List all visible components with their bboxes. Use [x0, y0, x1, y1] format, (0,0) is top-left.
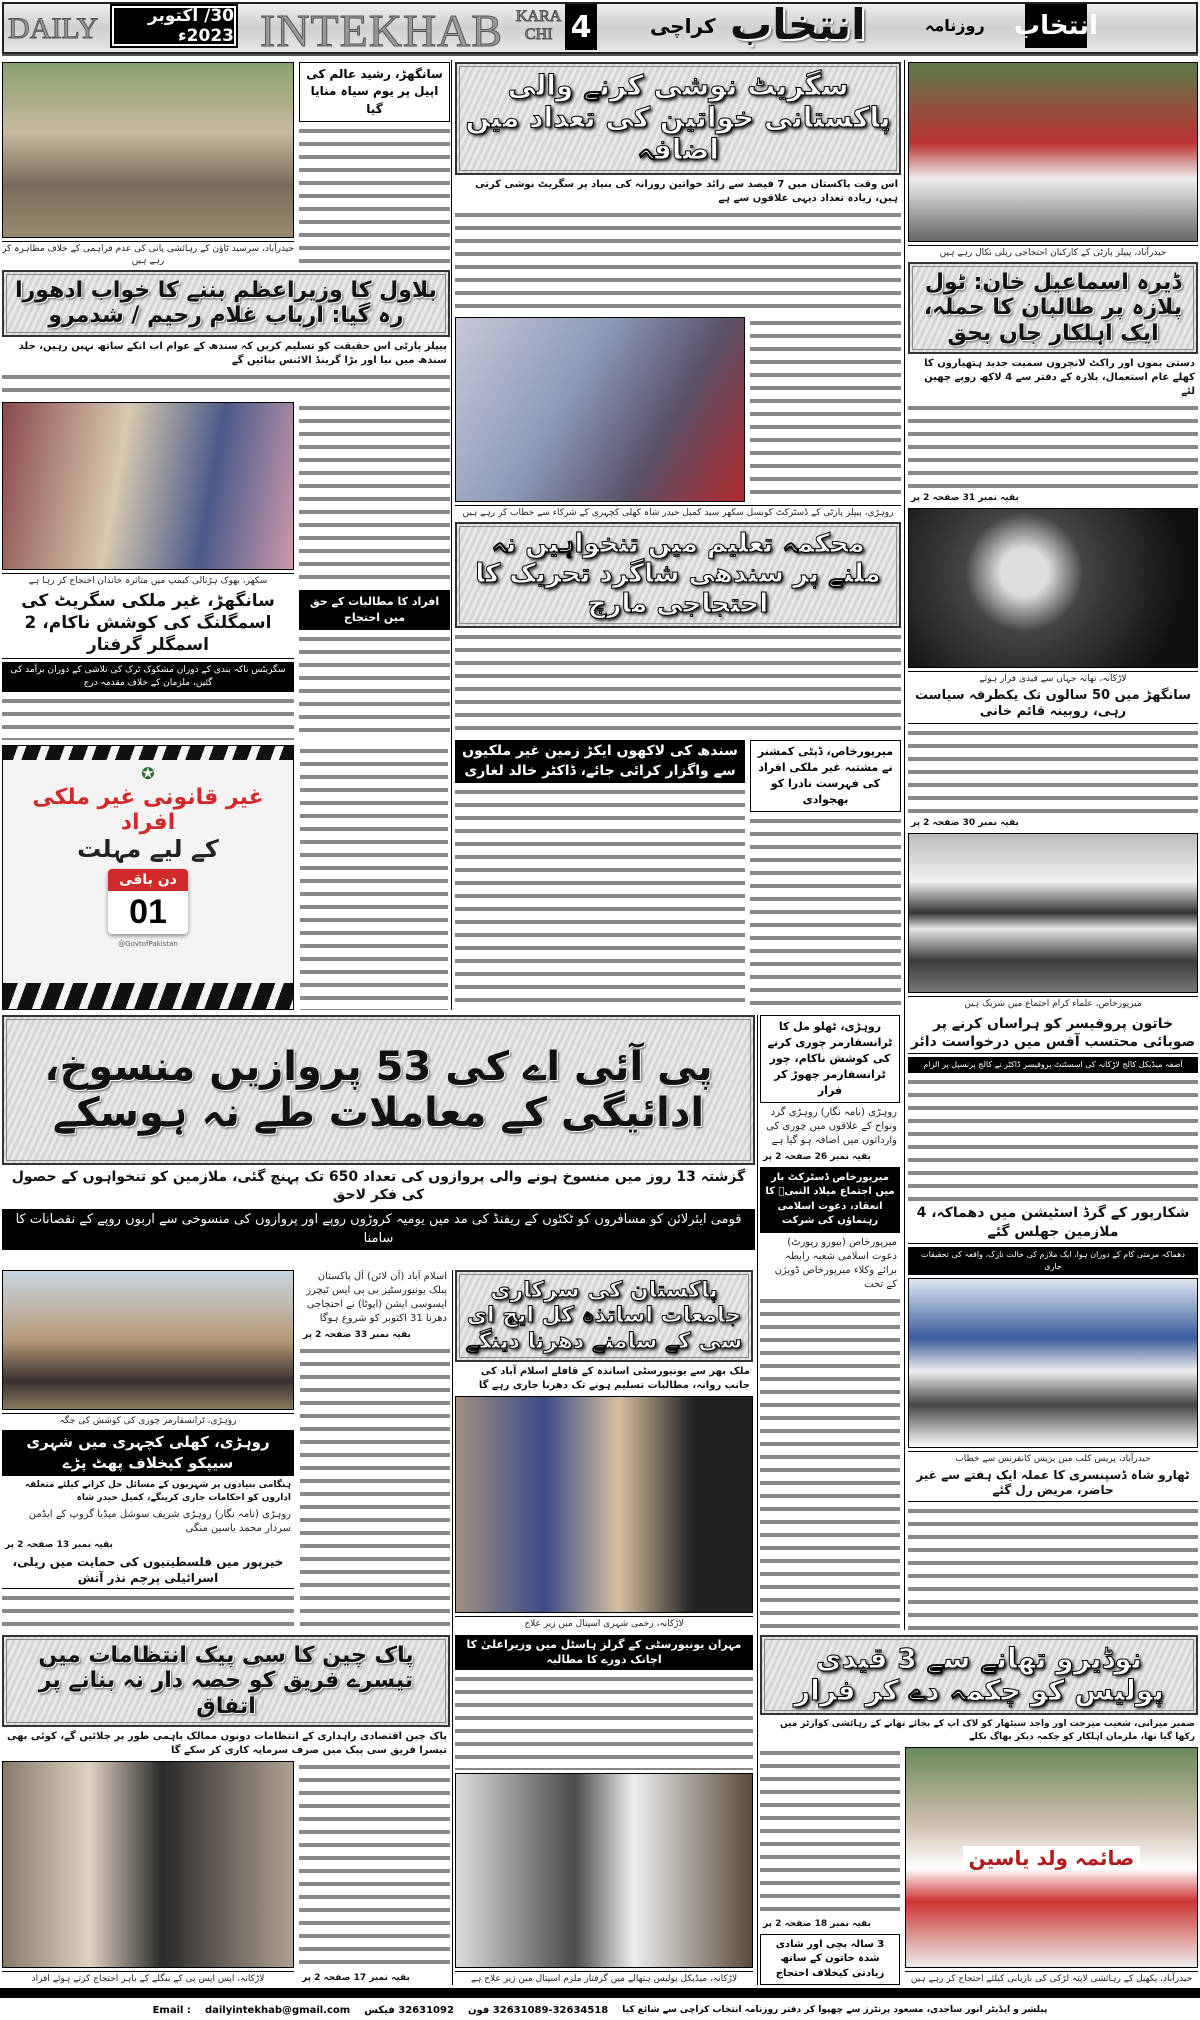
headline-dera: ڈیرہ اسماعیل خان: ٹول پلازہ پر طالبان کا حملہ، ایک اہلکار جاں بحق	[908, 262, 1198, 354]
footer-fax: 32631092 فیکس	[364, 2004, 454, 2016]
headline-sindh-land: سندھ کی لاکھوں ایکڑ زمین غیر ملکیوں سے واگزار کرائی جائے، ڈاکٹر خالد لغاری	[455, 740, 745, 783]
footer-publisher: پبلشر و ایڈیٹر انور ساجدی، مسعود پرنٹرز سے چھپوا کر دفتر روزنامہ انتخاب کراچی سے شائع کیا	[622, 2005, 1048, 2015]
article-khairpur-palestine	[2, 1592, 294, 1630]
masthead-urdu-name: انتخاب	[730, 0, 866, 49]
article-mehran	[455, 1673, 753, 1770]
footer	[5, 2002, 1195, 2018]
article-mirpurkhas-dc	[750, 815, 901, 1010]
deck-sanghar-smuggling: سگریٹس ناکہ بندی کے دوران مشکوک ٹرک کی تلاشی کے دوران برآمد کی گئیں، ملزمان کے خلاف مقدمہ درج	[2, 662, 294, 692]
row-low-left	[2, 590, 450, 740]
article-sanghar-50	[908, 727, 1198, 814]
col-a	[2, 590, 294, 740]
row-bottom-left	[2, 1761, 450, 1985]
deck-cpec: پاک چین اقتصادی راہداری کے انتظامات دونوں ممالک باہمی طور پر چلائیں گے، کوئی بھی تیسرا فریق سی پیک میں صرف سرمایہ کاری کر سکے گا	[6, 1730, 447, 1756]
headline-cpec: پاک چین کا سی پیک انتظامات میں تیسرے فریق کو حصہ دار نہ بنانے پر اتفاق	[2, 1635, 450, 1727]
continued-31: بقیہ نمبر 31 صفحہ 2 پر	[911, 492, 1019, 503]
article-col-b3	[299, 633, 450, 740]
photo-transformer	[2, 1270, 294, 1410]
article-milad-more	[760, 1295, 900, 1630]
continued-13: بقیہ نمبر 13 صفحہ 2 پر	[5, 1540, 113, 1550]
continued-26: بقیہ نمبر 26 صفحہ 2 پر	[763, 1151, 871, 1162]
row-center-low	[455, 740, 901, 1010]
column-rule	[757, 1015, 758, 1985]
headline-sanghar-protest: افراد کا مطالبات کے حق میں احتجاج	[299, 590, 450, 630]
headline-hec: پاکستان کی سرکاری جامعات اساتذہ کل ایچ ای سی کے سامنے دھرنا دینگے	[455, 1270, 753, 1362]
footer-phones: 32631089-32634518 فون	[467, 2004, 609, 2016]
headline-rohri-kachehri: روہڑی، کھلی کچہری میں شہری سیپکو کیخلاف پھٹ پڑے	[2, 1430, 294, 1476]
headline-mehran: مہران یونیورسٹی کے گرلز ہاسٹل میں وزیراعلیٰ کا اچانک دورے کا مطالبہ	[455, 1635, 753, 1670]
masthead-logo: انتخاب	[1025, 4, 1087, 48]
article-students-sit: بقیہ نمبر 18 صفحہ 2 پر	[763, 1918, 871, 1929]
city-en-2: CHI	[524, 26, 553, 43]
caption-bottom-left: لاڑکانہ، ایس ایس پی کے بنگلے کے باہر احتجاج کرتے ہوئے افراد	[2, 1971, 294, 1985]
bottom-right	[760, 1635, 1198, 1985]
photo-hunger-strike	[2, 402, 294, 570]
col-students	[760, 1747, 900, 1985]
photo-bottom-center	[455, 1773, 753, 1968]
ad-stripe-top	[3, 746, 293, 760]
deck-pia-1: گزشتہ 13 روز میں منسوخ ہونے والی پروازوں کی تعداد 650 تک پہنچ گئی، ملازمین کو تنخواہوں کے حصول کی فکر لاحق	[11, 1169, 746, 1204]
headline-sanghar-smuggling: سانگھڑ، غیر ملکی سگریٹ کی اسمگلنگ کی کوشش ناکام، 2 اسمگلر گرفتار	[2, 590, 294, 659]
column-rule	[451, 60, 452, 1010]
col-mirpurkhas-dc	[750, 740, 901, 1010]
article-col-b-bottom: بقیہ نمبر 17 صفحہ 2 پر	[302, 1973, 410, 1983]
calendar-icon	[108, 869, 188, 934]
deck-bilawal: پیپلز پارٹی اس حقیقت کو تسلیم کریں کہ سندھ کے عوام اب انکے ساتھ نہیں رہیں، جلد سندھ میں نیا اور بڑا گرینڈ الائنس بنائیں گے	[18, 340, 447, 366]
col-b	[299, 62, 450, 267]
col-a	[2, 1761, 294, 1985]
caption-gate: لاڑکانہ، تھانہ جہاں سے قیدی فرار ہوئے	[908, 671, 1198, 685]
caption-top-left: حیدرآباد، سرسید ٹاؤن کے رہائشی پانی کی عدم فراہمی کے خلاف مظاہرہ کر رہے ہیں	[2, 241, 294, 267]
article-dera	[908, 402, 1198, 489]
ad-badge: دن باقی	[108, 869, 188, 891]
caption-press-club: حیدرآباد، پریس کلب میں پریس کانفرنس سے خطاب	[908, 1451, 1198, 1465]
article-sindh-land	[455, 786, 745, 1010]
deck-dera: دستی بموں اور راکٹ لانچروں سمیت جدید ہتھیاروں کا کھلے عام استعمال، پلازہ کے دفتر سے 4 لاکھ روپے چھین لئے	[924, 357, 1195, 397]
left-upper-section	[2, 62, 450, 740]
headline-education: محکمہ تعلیم میں تنخواہیں نہ ملنے پر سندھی شاگرد تحریک کا احتجاجی مارچ	[455, 522, 901, 628]
caption-bottom-right: حیدرآباد، پکھیل کے رہائشی لاپتہ لڑکی کی بازیابی کیلئے احتجاج کر رہے ہیں	[905, 1971, 1198, 1985]
masthead-date: 30/ اکتوبر 2023ء	[112, 6, 236, 46]
col-b	[299, 402, 450, 587]
ad-title-red: غیر قانونی غیر ملکی افراد	[32, 785, 264, 835]
article-center-side	[750, 317, 901, 502]
photo-hospital	[455, 1396, 753, 1613]
column-rule	[452, 1270, 453, 1985]
pakistan-emblem-icon: ✪	[141, 764, 155, 783]
col-bottom-photo	[905, 1747, 1198, 1985]
col-a	[2, 62, 294, 267]
footer-email-label: Email :	[152, 2004, 191, 2016]
ad-deadline	[2, 745, 294, 1010]
col-a	[2, 402, 294, 587]
article-col-b4	[300, 745, 448, 1010]
article-thar	[908, 1505, 1198, 1630]
ad-social: @GovtofPakistan	[118, 940, 178, 948]
article-col-b2	[299, 402, 450, 587]
article-smoking	[455, 209, 901, 315]
pia-section	[2, 1015, 755, 1265]
deck-professor: آصفہ میڈیکل کالج لاڑکانہ کی اسسٹنٹ پروفیسر ڈاکٹر نے کالج پرنسپل پر الزام	[908, 1057, 1198, 1073]
headline-smoking: سگریٹ نوشی کرنے والی پاکستانی خواتین کی تعداد میں اضافہ	[455, 62, 901, 175]
column-rule	[904, 60, 905, 1630]
masthead-urdu-city: کراچی	[650, 14, 716, 38]
column-e	[760, 1015, 900, 1630]
row-bottom-right	[760, 1747, 1198, 1985]
headline-sanghar-50: سانگھڑ میں 50 سالوں تک یکطرفہ سیاست رہی، روبینہ قائم خانی	[908, 688, 1198, 725]
masthead-rozname: روزنامہ	[925, 16, 985, 35]
center-upper-section	[455, 62, 901, 1010]
continued-30: بقیہ نمبر 30 صفحہ 2 پر	[911, 818, 1019, 829]
footer-bar	[0, 1988, 1200, 1998]
lower-left-a	[2, 1270, 294, 1630]
masthead-english-name: INTEKHAB	[260, 5, 504, 56]
photo-protest-left	[2, 62, 294, 238]
photo-rally-right	[908, 62, 1198, 242]
headline-thar: ٹھارو شاہ ڈسپنسری کا عملہ ایک ہفتے سے غیر حاضر، مریض رل گئے	[908, 1468, 1198, 1502]
caption-top-right: حیدرآباد، پیپلز پارٹی کے کارکنان احتجاجی ریلی نکال رہے ہیں	[908, 245, 1198, 259]
missing-girl-poster: صائمہ ولد یاسین	[963, 1846, 1141, 1870]
column-f	[908, 1015, 1198, 1630]
article-bilawal	[2, 371, 450, 399]
article-col-b1	[299, 125, 450, 267]
headline-naudero: نوڈیرو تھانے سے 3 قیدی پولیس کو چکمہ دے کر فرار	[760, 1635, 1198, 1715]
bottom-middle	[455, 1635, 753, 1985]
article-sanghar-smuggling	[2, 695, 294, 740]
caption-hospital: لاڑکانہ، زخمی شہری اسپتال میں زیر علاج	[455, 1616, 753, 1630]
row-top-left	[2, 62, 450, 267]
headline-bilawal: بلاول کا وزیراعظم بننے کا خواب ادھورا رہ گیا: ارباب غلام رحیم / شدمرو	[2, 270, 450, 337]
article-students-filler	[760, 1747, 900, 1914]
headline-khairpur-palestine: خیرپور میں فلسطینیوں کی حمایت میں ریلی، اسرائیلی پرچم نذر آتش	[2, 1555, 294, 1589]
article-rohri-kachehri: روہڑی (نامہ نگار) روہڑی شریف سوشل میڈیا گروپ کے ایڈمن سردار محمد یاسین منگی	[28, 1509, 291, 1534]
row-center-photo	[455, 317, 901, 502]
headline-students-sit: 3 سالہ بچی اور شادی شدہ خاتون کے ساتھ زیادتی کیخلاف احتجاج	[760, 1934, 900, 1986]
right-upper-section	[908, 62, 1198, 1010]
photo-gate	[908, 508, 1198, 668]
masthead-daily: DAILY	[8, 12, 99, 45]
caption-bottom-center: لاڑکانہ، میڈیکل پولیس ہتھالے میں گرفتار ملزم اسپتال میں زیر علاج ہے	[455, 1971, 753, 1985]
col-b	[299, 1761, 450, 1985]
city-en-1: KARA	[516, 8, 562, 25]
headline-pia: پی آئی اے کی 53 پروازیں منسوخ، ادائیگی کے معاملات طے نہ ہوسکے	[2, 1015, 755, 1165]
page-number: 4	[565, 4, 597, 50]
deck-shikarpur: دھماکہ مرمتی کام کے دوران ہوا، ایک ملازم کی حالت نازک، واقعہ کی تحقیقات جاری	[908, 1247, 1198, 1275]
headline-mirpurkhas-dc: میرپورخاص، ڈپٹی کمشنر نے مشتبہ غیر ملکی افراد کی فہرست نادرا کو بھجوادی	[750, 740, 901, 812]
ad-title-black: کے لیے مہلت	[77, 835, 219, 863]
article-professor	[908, 1076, 1198, 1201]
footer-email: dailyintekhab@gmail.com	[204, 2004, 351, 2016]
photo-press-club	[908, 1278, 1198, 1448]
photo-group	[908, 833, 1198, 993]
masthead-city-en	[516, 8, 561, 44]
lower-left-b	[300, 1270, 450, 1630]
deck-naudero: ضمیر میرانی، شعیب میرجت اور واجد سیٹھار کو لاک اپ کے بجائے تھانے کے رہائشی کوارٹر میں رکھا گیا تھا، ملزمان اہلکار کو چکمہ دیکر بھاگ نکلے	[779, 1719, 1195, 1743]
col-b	[299, 590, 450, 740]
headline-milad: میرپورخاص ڈسٹرکٹ بار میں اجتماع میلاد النبیؐ کا انعقاد، دعوت اسلامی رہنماؤں کی شرکت	[760, 1167, 900, 1233]
ad-stripe-bottom	[3, 983, 293, 1009]
headline-professor: خاتون پروفیسر کو ہراساں کرنے پر صوبائی محتسب آفس میں درخواست دائر	[908, 1015, 1198, 1054]
deck-rohri-kachehri: ہنگامی بنیادوں پر شہریوں کے مسائل حل کرانے کیلئے متعلقہ اداروں کو احکامات جاری کرینگے، کمیل حیدر شاہ	[24, 1480, 291, 1503]
caption-transformer: روہڑی، ٹرانسفارمر چوری کی کوشش کی جگہ	[2, 1413, 294, 1427]
photo-meeting-center	[455, 317, 745, 502]
headline-rohri-theft: روہڑی، ٹھلو مل کا ٹرانسفارمر چوری کرنے کی کوشش ناکام، چور ٹرانسفارمر چھوڑ کر فرار	[760, 1015, 900, 1103]
bottom-left	[2, 1635, 450, 1985]
col-sindh-land	[455, 740, 745, 1010]
article-hec: اسلام آباد (آن لائن) آل پاکستان پبلک یونیورسٹیز بی پی ایس ٹیچرز ایسوسی ایشن (اپوٹا) نے احتجاجی دھرنا 31 اکتوبر کو شروع ہوگا	[306, 1271, 447, 1324]
lower-middle	[455, 1270, 753, 1630]
caption-hunger-strike: سکھر، بھوک ہڑتالی کیمپ میں متاثرہ خاندان احتجاج کر رہا ہے	[2, 573, 294, 587]
deck-hec: ملک بھر سے یونیورسٹی اساتذہ کے قافلے اسلام آباد کی جانب روانہ، مطالبات تسلیم ہونے تک دھرنا جاری رہے گا	[478, 1365, 750, 1391]
photo-bottom-right	[905, 1747, 1198, 1968]
article-education	[455, 631, 901, 737]
headline-small-1: سانگھڑ، رشید عالم کی اپیل پر یوم سیاہ منایا گیا	[299, 62, 450, 122]
col-center-side	[750, 317, 901, 502]
caption-group: میرپورخاص، علماء کرام اجتماع میں شریک ہیں	[908, 996, 1198, 1010]
headline-shikarpur: شکارپور کے گرڈ اسٹیشن میں دھماکہ، 4 ملازمین جھلس گئے	[908, 1204, 1198, 1243]
article-hec-more	[300, 1345, 450, 1630]
deck-pia-2: قومی ایئرلائن کو مسافروں کو ٹکٹوں کے ریفنڈ کی مد میں یومیہ کروڑوں روپے اور پروازوں کی منسوخی سے اربوں روپے کے نقصانات کا سامنا	[2, 1209, 755, 1249]
ad-days: 01	[108, 891, 188, 934]
article-milad: میرپورخاص (بیورو رپورٹ) دعوت اسلامی شعبہ رابطہ برائے وکلاء میرپورخاص ڈویژن کے تحت	[774, 1236, 897, 1290]
caption-center-meeting: روہڑی، پیپلز پارٹی کے ڈسٹرکٹ کونسل سکھر سید کمیل حیدر شاہ کھلی کچہری کے شرکاء سے خطاب کر رہے ہیں	[455, 505, 901, 519]
article-rohri-theft: روہڑی (نامہ نگار) روہڑی گرد ونواح کے علاقوں میں چوری کی وارداتوں میں اضافہ ہو گیا ہے	[766, 1106, 897, 1146]
article-col-b-bottom-filler	[299, 1761, 450, 1969]
row-mid-left	[2, 402, 450, 587]
continued-33: بقیہ نمبر 33 صفحہ 2 پر	[303, 1330, 411, 1340]
photo-bottom-left	[2, 1761, 294, 1968]
deck-smoking: اس وقت پاکستان میں 7 فیصد سے زائد خواتین روزانہ کی بنیاد پر سگریٹ نوشی کرتی ہیں، زیادہ تعداد دیہی علاقوں سے ہے	[475, 178, 898, 204]
